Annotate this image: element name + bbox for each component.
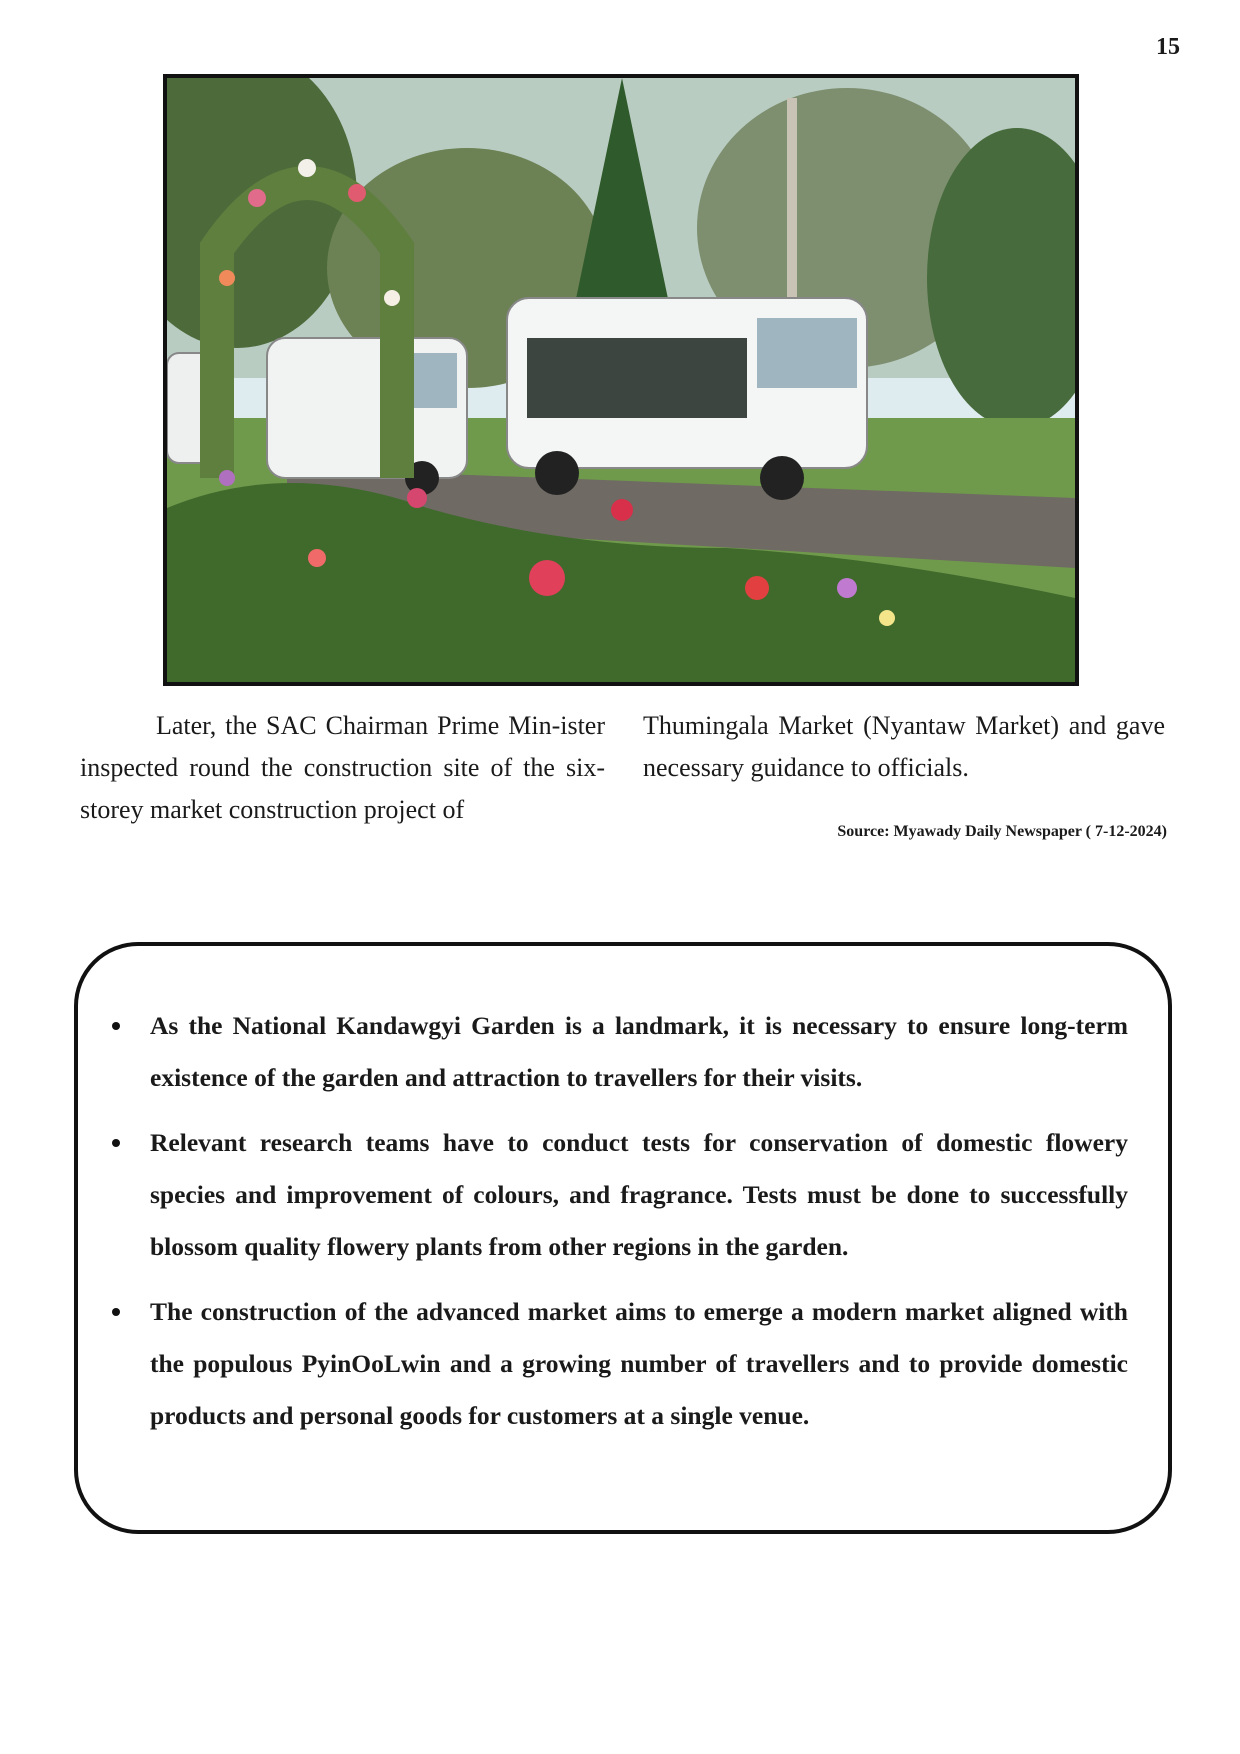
article-right-column (643, 705, 1165, 789)
highlights-list (108, 1000, 1128, 1455)
photo-arch-flower (384, 290, 400, 306)
source-credit: Source: Myawady Daily Newspaper ( 7-12-2024) (837, 823, 1167, 840)
photo-arch-flower (348, 184, 366, 202)
photo-rose (407, 488, 427, 508)
bullet-icon (112, 1308, 120, 1316)
highlight-text: The construction of the advanced market aims to emerge a modern market aligned with the populous PyinOoLwin and a growing number of travellers and to provide domestic products and personal goods for customers at a single venue. (150, 1297, 1128, 1430)
bullet-icon (112, 1022, 120, 1030)
news-photo (163, 74, 1079, 686)
photo-arch-flower (298, 159, 316, 177)
highlight-text: As the National Kandawgyi Garden is a landmark, it is necessary to ensure long-term existence of the garden and attraction to travellers for their visits. (150, 1011, 1128, 1092)
bullet-icon (112, 1139, 120, 1147)
article-left-column (80, 705, 605, 831)
article-right-text: Thumingala Market (Nyantaw Market) and gave necessary guidance to officials. (643, 711, 1165, 782)
garden-photo-illustration (167, 78, 1075, 682)
highlight-item (108, 1286, 1128, 1442)
highlights-box (74, 942, 1172, 1534)
photo-cart-front-wheel-front (760, 456, 804, 500)
photo-rose (529, 560, 565, 596)
page-number: 15 (1156, 34, 1180, 60)
photo-cart-front-windshield (757, 318, 857, 388)
highlight-item (108, 1000, 1128, 1104)
photo-cart-front-passengers (527, 338, 747, 418)
highlight-item (108, 1117, 1128, 1273)
photo-rose (308, 549, 326, 567)
photo-rose (879, 610, 895, 626)
photo-rose (745, 576, 769, 600)
photo-rose (611, 499, 633, 521)
highlight-text: Relevant research teams have to conduct tests for conservation of domestic flowery species and improvement of colours, and fragrance. Tests must be done to successfully blossom quality flowery plants from other regions in the garden. (150, 1128, 1128, 1261)
article-left-text: Later, the SAC Chairman Prime Min-ister inspected round the construction site of the six-storey market construction project of (80, 711, 605, 824)
photo-rose (219, 470, 235, 486)
photo-trunk (787, 98, 797, 318)
photo-cart-front-wheel-rear (535, 451, 579, 495)
photo-rose (837, 578, 857, 598)
photo-arch-flower (219, 270, 235, 286)
photo-arch-flower (248, 189, 266, 207)
